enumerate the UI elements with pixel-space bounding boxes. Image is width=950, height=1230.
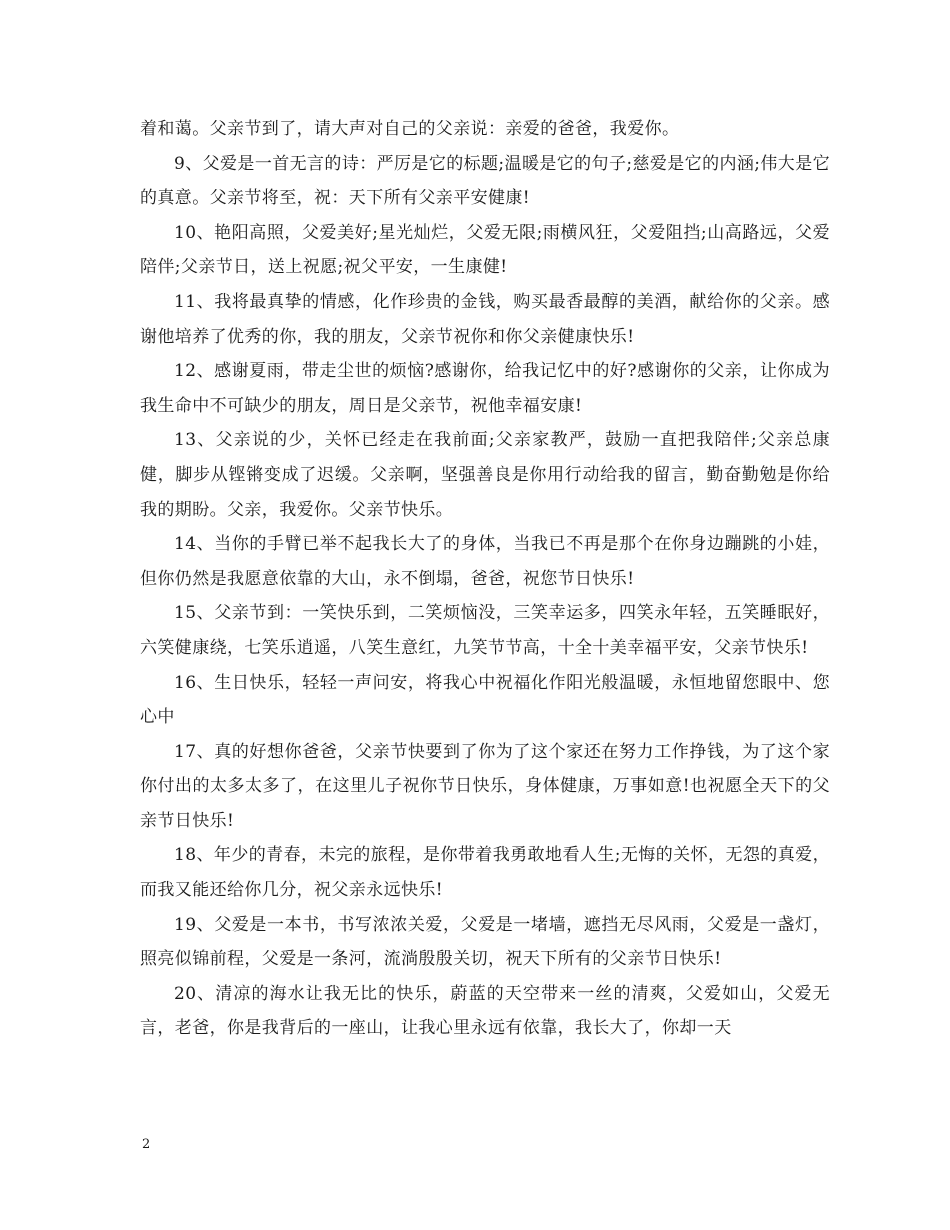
page-number: 2 <box>142 1137 151 1152</box>
paragraph-11: 11、我将最真挚的情感，化作珍贵的金钱，购买最香最醇的美酒，献给你的父亲。感谢他培养了优秀的你，我的朋友，父亲节祝你和你父亲健康快乐! <box>140 291 830 347</box>
paragraph-14: 14、当你的手臂已举不起我长大了的身体，当我已不再是那个在你身边蹦跳的小娃，但你仍然是我愿意依靠的大山，永不倒塌，爸爸，祝您节日快乐! <box>140 534 830 589</box>
paragraph-continuation: 着和蔼。父亲节到了，请大声对自己的父亲说：亲爱的爸爸，我爱你。 <box>140 119 680 139</box>
document-body <box>140 112 830 1046</box>
paragraph-17: 17、真的好想你爸爸，父亲节快要到了你为了这个家还在努力工作挣钱，为了这个家你付出的太多太多了，在这里儿子祝你节日快乐，身体健康，万事如意!也祝愿全天下的父亲节日快乐! <box>140 741 830 831</box>
paragraph-19: 19、父爱是一本书，书写浓浓关爱，父爱是一堵墙，遮挡无尽风雨，父爱是一盏灯，照亮似锦前程，父爱是一条河，流淌殷殷关切，祝天下所有的父亲节日快乐! <box>140 914 830 970</box>
paragraph-15: 15、父亲节到：一笑快乐到，二笑烦恼没，三笑幸运多，四笑永年轻，五笑睡眠好，六笑健康绕，七笑乐逍遥，八笑生意红，九笑节节高，十全十美幸福平安，父亲节快乐! <box>140 603 830 658</box>
paragraph-12: 12、感谢夏雨，带走尘世的烦恼?感谢你，给我记忆中的好?感谢你的父亲，让你成为我生命中不可缺少的朋友，周日是父亲节，祝他幸福安康! <box>140 361 830 416</box>
paragraph-9: 9、父爱是一首无言的诗：严厉是它的标题;温暖是它的句子;慈爱是它的内涵;伟大是它的真意。父亲节将至，祝：天下所有父亲平安健康! <box>140 153 830 209</box>
paragraph-13: 13、父亲说的少，关怀已经走在我前面;父亲家教严，鼓励一直把我陪伴;父亲总康健，脚步从铿锵变成了迟缓。父亲啊，坚强善良是你用行动给我的留言，勤奋勤勉是你给我的期盼。父亲，我爱你。父亲节快乐。 <box>140 430 830 520</box>
paragraph-16: 16、生日快乐，轻轻一声问安，将我心中祝福化作阳光般温暖，永恒地留您眼中、您心中 <box>140 672 830 728</box>
paragraph-10: 10、艳阳高照，父爱美好;星光灿烂，父爱无限;雨横风狂，父爱阻挡;山高路远，父爱陪伴;父亲节日，送上祝愿;祝父平安，一生康健! <box>140 222 830 278</box>
paragraph-20: 20、清凉的海水让我无比的快乐，蔚蓝的天空带来一丝的清爽，父爱如山，父爱无言，老爸，你是我背后的一座山，让我心里永远有依靠，我长大了，你却一天 <box>140 983 830 1039</box>
paragraph-18: 18、年少的青春，未完的旅程，是你带着我勇敢地看人生;无悔的关怀，无怨的真爱，而我又能还给你几分，祝父亲永远快乐! <box>140 845 830 901</box>
